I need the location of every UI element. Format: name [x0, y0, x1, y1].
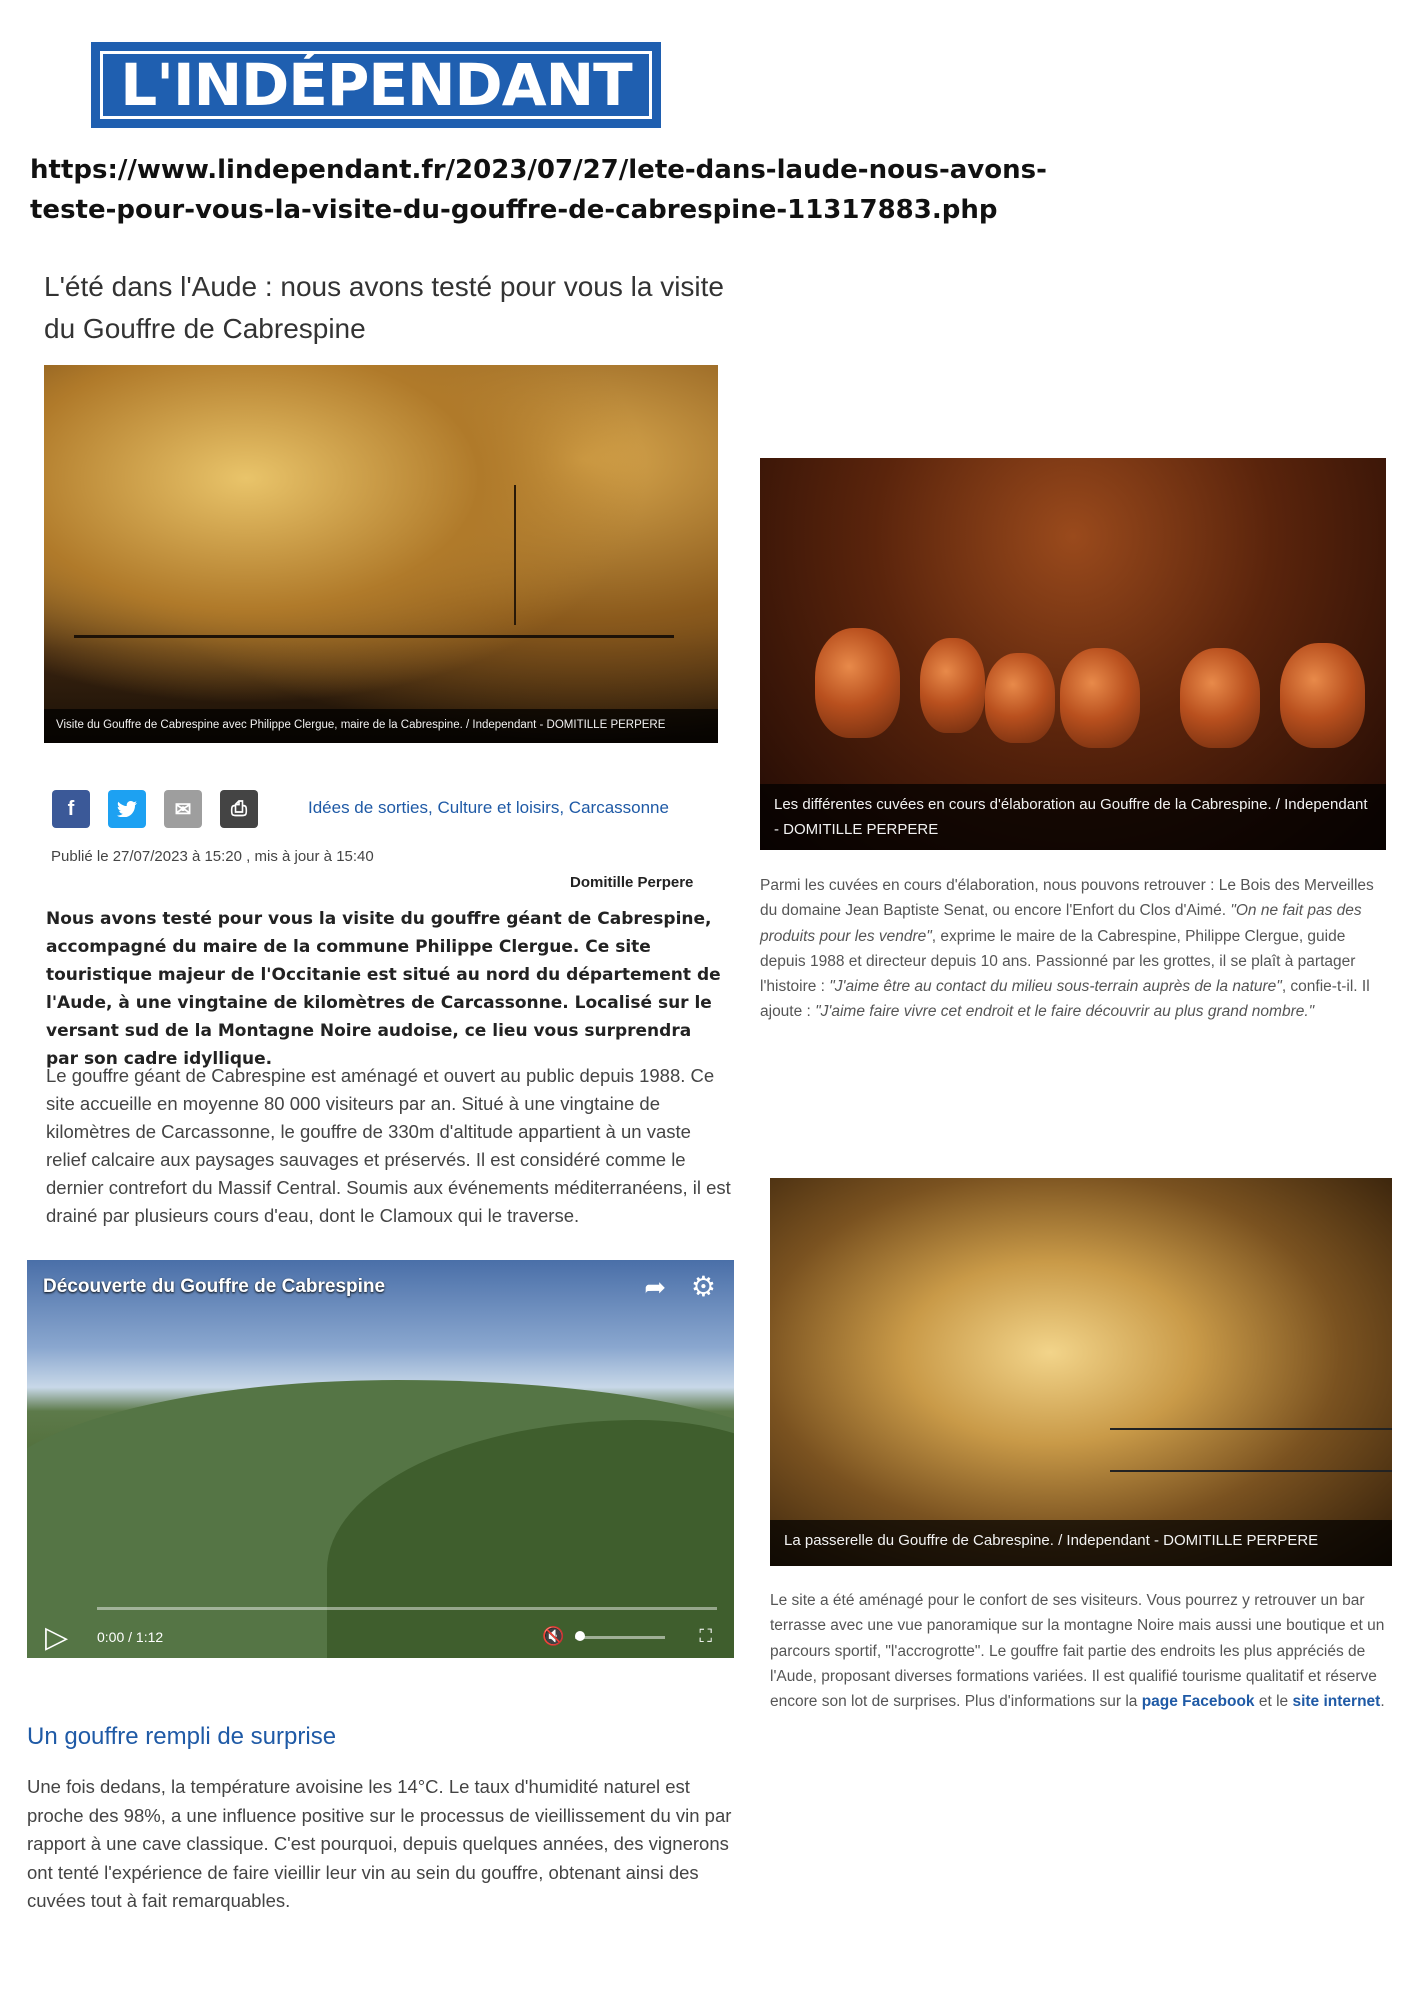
tag-link[interactable]: Culture et loisirs	[437, 798, 560, 817]
section-heading: Un gouffre rempli de surprise	[27, 1723, 337, 1750]
paragraph-text: .	[1380, 1693, 1385, 1711]
photo3-caption: La passerelle du Gouffre de Cabrespine. / Independant - DOMITILLE PERPERE	[770, 1520, 1392, 1566]
photo-walkway[interactable]	[770, 1178, 1392, 1566]
photo2-caption: Les différentes cuvées en cours d'élaboration au Gouffre de la Cabrespine. / Independant - DOMITILLE PERPERE	[760, 784, 1386, 850]
facebook-icon: f	[67, 797, 75, 820]
video-play-icon[interactable]: ▷	[45, 1621, 69, 1654]
article-lead: Nous avons testé pour vous la visite du gouffre géant de Cabrespine, accompagné du maire de la commune Philippe Clergue. Ce site touristique majeur de l'Occitanie est situé au nord du département de l'Aude, à une vingtaine de kilomètres de Carcassonne. Localisé sur le versant sud de la Montagne Noire audoise, ce lieu vous surprendra par son cadre idyllique.	[46, 909, 721, 1069]
page-url: https://www.lindependant.fr/2023/07/27/lete-dans-laude-nous-avons-teste-pour-vous-la-visite-du-gouffre-de-cabrespine-11317883.php	[30, 155, 1047, 225]
email-share-button[interactable]	[164, 790, 202, 828]
video-volume-knob[interactable]	[575, 1631, 585, 1641]
quote: "J'aime faire vivre cet endroit et le faire découvrir au plus grand nombre."	[815, 1003, 1315, 1021]
video-title[interactable]: Découverte du Gouffre de Cabrespine	[43, 1276, 386, 1297]
quote: "J'aime être au contact du milieu sous-terrain auprès de la nature"	[829, 978, 1282, 996]
print-icon: ⎙	[231, 797, 247, 820]
video-settings-gear-icon[interactable]: ⚙	[690, 1271, 716, 1302]
video-volume-slider[interactable]	[575, 1636, 665, 1639]
walkway-rail	[1110, 1428, 1392, 1472]
wine-jar	[1060, 648, 1140, 748]
article-paragraph-4	[770, 1588, 1395, 1714]
video-mute-icon[interactable]: 🔇	[542, 1626, 565, 1646]
photo-wine-jars[interactable]	[760, 458, 1386, 850]
wine-jar	[920, 638, 985, 733]
tag-link[interactable]: Carcassonne	[568, 798, 669, 817]
article-paragraph-2	[760, 873, 1390, 1025]
main-photo-cave[interactable]	[44, 365, 718, 743]
email-icon: ✉	[174, 798, 192, 821]
wine-jar	[985, 653, 1055, 743]
video-time: 0:00 / 1:12	[97, 1629, 164, 1645]
wine-jar	[1180, 648, 1260, 748]
newspaper-logo[interactable]	[91, 42, 661, 128]
article-tags: Idées de sorties, Culture et loisirs, Carcassonne	[308, 798, 669, 817]
paragraph-text: Parmi les cuvées en cours d'élaboration, nous pouvons retrouver : Le Bois des Merveilles du domaine Jean Baptiste Senat, ou encore l'Enfort du Clos d'Aimé.	[760, 877, 1374, 920]
article-paragraph-3: Une fois dedans, la température avoisine les 14°C. Le taux d'humidité naturel est proche des 98%, a une influence positive sur le processus de vieillissement du vin par rapport à une cave classique. C'est pourquoi, depuis quelques années, des vignerons ont tenté l'expérience de faire vieillir leur vin au sein du gouffre, obtenant ainsi des cuvées tout à fait remarquables.	[27, 1776, 732, 1911]
video-fullscreen-icon[interactable]: ⛶	[699, 1626, 712, 1646]
twitter-icon	[117, 801, 137, 817]
print-button[interactable]	[220, 790, 258, 828]
video-progress-bar[interactable]	[97, 1607, 717, 1610]
quote: "On ne fait pas des produits pour les vendre"	[760, 902, 1362, 945]
facebook-share-button[interactable]	[52, 790, 90, 828]
main-photo-caption: Visite du Gouffre de Cabrespine avec Philippe Clergue, maire de la Cabrespine. / Independant - DOMITILLE PERPERE	[44, 709, 718, 743]
facebook-page-link[interactable]: page Facebook	[1141, 1693, 1255, 1711]
website-link[interactable]: site internet	[1292, 1693, 1381, 1711]
cave-staircase	[514, 485, 656, 625]
article-title: L'été dans l'Aude : nous avons testé pour vous la visite du Gouffre de Cabrespine	[44, 271, 724, 344]
paragraph-text: , exprime le maire de la Cabrespine, Philippe Clergue, guide depuis 1988 et directeur depuis 10 ans. Passionné par les grottes, il se plaît à partager l'histoire :	[760, 927, 1356, 996]
author-name[interactable]: Domitille Perpere	[570, 874, 694, 891]
logo-text: L'INDÉPENDANT	[120, 51, 632, 119]
paragraph-text: Le site a été aménagé pour le confort de ses visiteurs. Vous pourrez y retrouver un bar terrasse avec une vue panoramique sur la montagne Noire mais aussi une boutique et un parcours sportif, "l'accrogrotte". Le gouffre fait partie des endroits les plus appréciés de l'Aude, proposant diverses formations variées. Il est qualifié tourisme qualitatif et réserve encore son lot de surprises. Plus d'informations sur la	[770, 1592, 1385, 1711]
paragraph-text: et le	[1254, 1693, 1293, 1711]
cave-railing	[74, 635, 674, 638]
publish-date: Publié le 27/07/2023 à 15:20 , mis à jour à 15:40	[51, 848, 374, 865]
twitter-share-button[interactable]	[108, 790, 146, 828]
tag-link[interactable]: Idées de sorties	[308, 798, 429, 817]
paragraph-text: , confie-t-il. Il ajoute :	[760, 978, 1370, 1021]
wine-jar	[815, 628, 900, 738]
video-player[interactable]	[27, 1260, 734, 1658]
video-share-icon[interactable]: ➦	[644, 1272, 666, 1302]
article-paragraph-1: Le gouffre géant de Cabrespine est aménagé et ouvert au public depuis 1988. Ce site accueille en moyenne 80 000 visiteurs par an. Situé à une vingtaine de kilomètres de Carcassonne, le gouffre de 330m d'altitude appartient à un vaste relief calcaire aux paysages sauvages et préservés. Il est considéré comme le dernier contrefort du Massif Central. Soumis aux événements méditerranéens, il est drainé par plusieurs cours d'eau, dont le Clamoux qui le traverse.	[46, 1065, 731, 1226]
wine-jar	[1280, 643, 1365, 748]
